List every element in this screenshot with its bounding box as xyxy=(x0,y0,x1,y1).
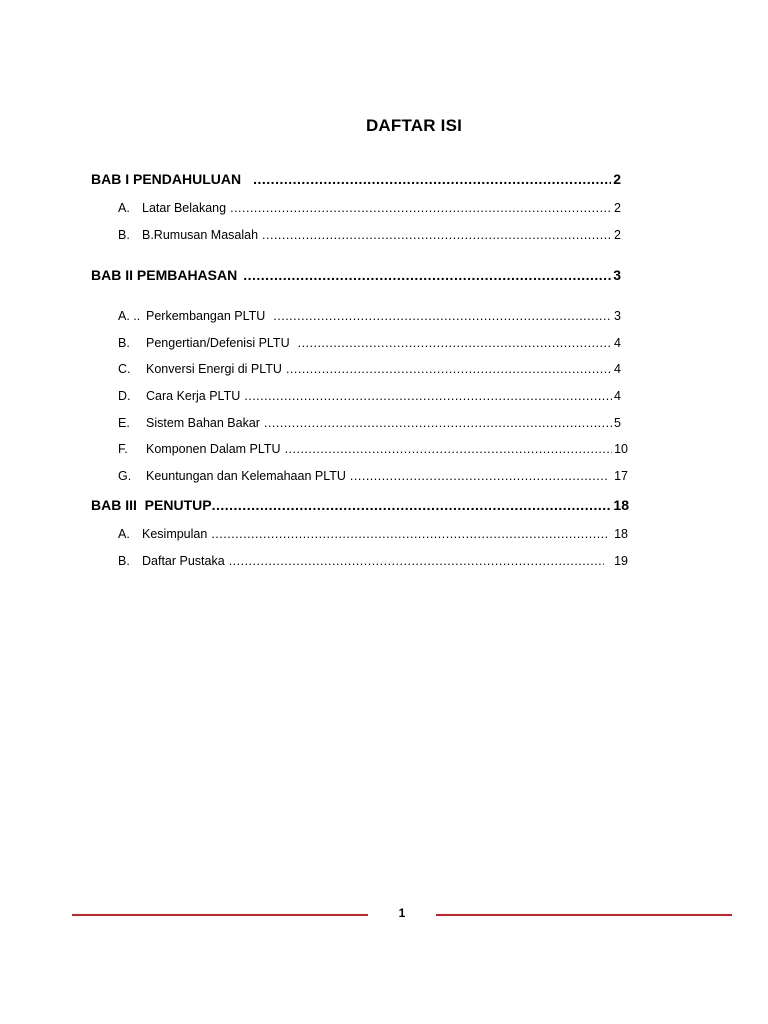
toc-leader xyxy=(286,362,612,376)
toc-leader xyxy=(229,554,604,568)
toc-leader xyxy=(253,171,611,187)
toc-leader xyxy=(264,416,612,430)
toc-item-label: Keuntungan dan Kelemahaan PLTU xyxy=(146,469,346,483)
toc-item-marker: B. xyxy=(118,228,130,242)
toc-item-marker: D. xyxy=(118,389,131,403)
toc-leader xyxy=(212,497,612,513)
toc-item-label: B.Rumusan Masalah xyxy=(142,228,259,242)
toc-item-label: Pengertian/Defenisi PLTU xyxy=(146,336,290,350)
toc-item-rumusan-masalah[interactable] xyxy=(118,228,621,242)
toc-item-marker: A. xyxy=(118,201,130,215)
toc-leader xyxy=(350,469,608,483)
toc-item-marker: G. xyxy=(118,469,132,483)
toc-leader xyxy=(262,228,612,242)
toc-item-marker: B. xyxy=(118,554,130,568)
toc-item-marker: F. xyxy=(118,442,128,456)
toc-item-perkembangan-pltu[interactable] xyxy=(118,309,621,323)
toc-leader xyxy=(230,201,612,215)
toc-leader xyxy=(285,442,613,456)
toc-leader xyxy=(298,336,612,350)
toc-page-number: 4 xyxy=(614,362,621,376)
toc-item-konversi-energi[interactable] xyxy=(118,362,621,376)
toc-leader xyxy=(211,527,608,541)
toc-page-number: 18 xyxy=(614,527,628,541)
toc-item-label: Perkembangan PLTU xyxy=(146,309,266,323)
footer-divider-right xyxy=(436,914,732,916)
toc-item-latar-belakang[interactable] xyxy=(118,201,621,215)
toc-page-number: 5 xyxy=(614,416,621,430)
toc-chapter-title: BAB I PENDAHULUAN xyxy=(91,171,242,187)
toc-item-sistem-bahan-bakar[interactable] xyxy=(118,416,621,430)
toc-item-kesimpulan[interactable] xyxy=(118,527,628,541)
toc-item-keuntungan-kelemahaan[interactable] xyxy=(118,469,628,483)
toc-chapter-2[interactable] xyxy=(91,267,621,283)
toc-page-number: 17 xyxy=(614,469,628,483)
toc-item-label: Daftar Pustaka xyxy=(142,554,225,568)
toc-chapter-1[interactable] xyxy=(91,171,621,187)
toc-page-number: 4 xyxy=(614,389,621,403)
toc-item-cara-kerja[interactable] xyxy=(118,389,621,403)
toc-leader xyxy=(243,267,611,283)
toc-item-komponen-pltu[interactable] xyxy=(118,442,628,456)
toc-leader xyxy=(273,309,612,323)
footer-divider-left xyxy=(72,914,368,916)
toc-item-label: Sistem Bahan Bakar xyxy=(146,416,260,430)
toc-page-number: 2 xyxy=(613,171,621,187)
toc-page-number: 2 xyxy=(614,201,621,215)
toc-page-number: 18 xyxy=(613,497,629,513)
toc-page-number: 10 xyxy=(614,442,628,456)
toc-item-label: Latar Belakang xyxy=(142,201,227,215)
toc-item-marker: B. xyxy=(118,336,130,350)
toc-item-marker: C. xyxy=(118,362,131,376)
toc-item-label: Cara Kerja PLTU xyxy=(146,389,241,403)
toc-page-number: 2 xyxy=(614,228,621,242)
toc-page-number: 3 xyxy=(613,267,621,283)
toc-leader xyxy=(244,389,612,403)
toc-page-number: 19 xyxy=(614,554,628,568)
toc-item-pengertian-pltu[interactable] xyxy=(118,336,621,350)
toc-item-marker: A. .. xyxy=(118,309,141,323)
footer-page-number: 1 xyxy=(398,906,406,920)
toc-item-label: Konversi Energi di PLTU xyxy=(146,362,282,376)
toc-chapter-title: BAB III PENUTUP xyxy=(91,497,212,513)
toc-item-daftar-pustaka[interactable] xyxy=(118,554,628,568)
toc-item-label: Kesimpulan xyxy=(142,527,208,541)
toc-chapter-title: BAB II PEMBAHASAN xyxy=(91,267,238,283)
page-title: DAFTAR ISI xyxy=(365,116,463,135)
toc-item-marker: A. xyxy=(118,527,130,541)
toc-page-number: 4 xyxy=(614,336,621,350)
toc-page-number: 3 xyxy=(614,309,621,323)
toc-item-marker: E. xyxy=(118,416,130,430)
toc-chapter-3[interactable] xyxy=(91,497,629,513)
toc-item-label: Komponen Dalam PLTU xyxy=(146,442,281,456)
